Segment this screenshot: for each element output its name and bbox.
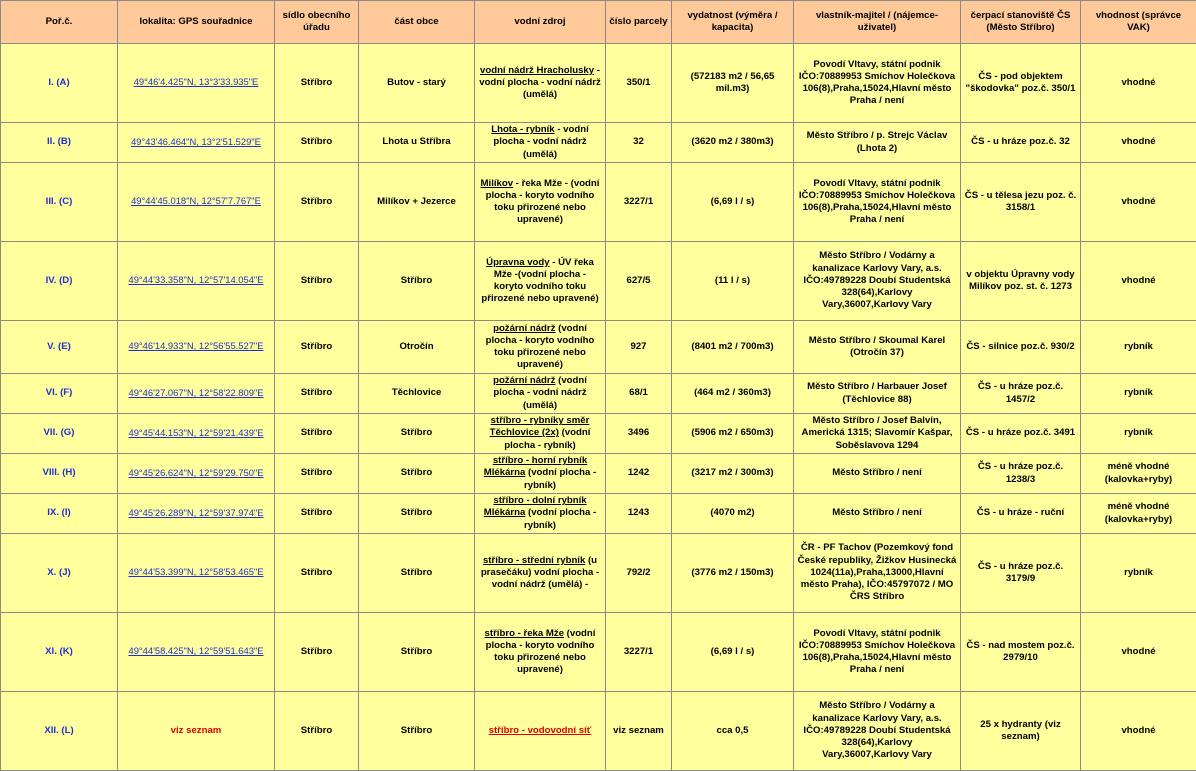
station-cell: ČS - u hráze poz.č. 1238/3 (961, 454, 1081, 494)
source-cell (475, 123, 606, 163)
owner-cell: Město Stříbro / není (794, 454, 961, 494)
source-description: (vodní plocha - rybník) (504, 427, 590, 450)
header-cell-yield: vydatnost (výměra / kapacita) (672, 1, 794, 44)
seat-cell: Stříbro (275, 692, 359, 771)
gps-cell (118, 321, 275, 374)
row-index: IX. (I) (1, 494, 118, 534)
yield-cell: (3776 m2 / 150m3) (672, 534, 794, 613)
seat-cell: Stříbro (275, 534, 359, 613)
source-description: - řeka Mže - (vodní plocha - koryto vodního toku přirozené nebo upravené) (486, 178, 600, 226)
owner-cell: Město Stříbro / p. Strejc Václav (Lhota 2) (794, 123, 961, 163)
suitability-cell: méně vhodné (kalovka+ryby) (1081, 454, 1196, 494)
gps-link[interactable]: 49°46'4.425"N, 13°3'33.935"E (134, 76, 259, 87)
row-index: V. (E) (1, 321, 118, 374)
source-cell (475, 613, 606, 692)
gps-cell (118, 613, 275, 692)
seat-cell: Stříbro (275, 494, 359, 534)
part-cell: Stříbro (359, 692, 475, 771)
yield-cell: (3620 m2 / 380m3) (672, 123, 794, 163)
gps-link[interactable]: 49°44'53.399"N, 12°58'53.465"E (128, 566, 263, 577)
header-cell-seat: sídlo obecního úřadu (275, 1, 359, 44)
table-row (1, 692, 1196, 771)
row-index: VI. (F) (1, 374, 118, 414)
table-row (1, 613, 1196, 692)
part-cell: Těchlovice (359, 374, 475, 414)
source-description: (vodní plocha - koryto vodního toku přirozené nebo upravené) (486, 323, 595, 371)
gps-cell (118, 163, 275, 242)
header-row (1, 1, 1196, 44)
parcel-cell: 350/1 (606, 44, 672, 123)
owner-cell: Povodí Vltavy, státní podnik IČO:70889953 Smíchov Holečkova 106(8),Praha,15024,Hlavní město Praha / není (794, 163, 961, 242)
yield-cell: (11 l / s) (672, 242, 794, 321)
suitability-cell: vhodné (1081, 163, 1196, 242)
yield-cell: (4070 m2) (672, 494, 794, 534)
parcel-cell: 3496 (606, 414, 672, 454)
source-name: požární nádrž (493, 375, 555, 386)
gps-cell (118, 44, 275, 123)
station-cell: ČS - nad mostem poz.č. 2979/10 (961, 613, 1081, 692)
table-row (1, 242, 1196, 321)
source-description: (u prasečáku) vodní plocha - vodní nádrž (umělá) - (481, 555, 599, 590)
source-description: (vodní plocha - rybník) (524, 507, 596, 530)
part-cell: Butov - starý (359, 44, 475, 123)
owner-cell: Město Stříbro / Vodárny a kanalizace Karlovy Vary, a.s. IČO:49789228 Doubí Studentská 328(64),Karlovy Vary,36007,Karlovy Vary (794, 692, 961, 771)
owner-cell: Město Stříbro / Skoumal Karel (Otročín 37) (794, 321, 961, 374)
source-name: stříbro - rybníky směr Těchlovice (2x) (490, 415, 590, 438)
gps-link[interactable]: 49°44'45.018"N, 12°57'7.767"E (131, 195, 261, 206)
suitability-cell: rybník (1081, 414, 1196, 454)
gps-link[interactable]: 49°44'58.425"N, 12°59'51.643"E (128, 645, 263, 656)
row-index: VIII. (H) (1, 454, 118, 494)
station-cell: v objektu Úpravny vody Milíkov poz. st. č. 1273 (961, 242, 1081, 321)
gps-cell (118, 414, 275, 454)
seat-cell: Stříbro (275, 163, 359, 242)
source-description: (vodní plocha - koryto vodního toku přirozené nebo upravené) (486, 628, 596, 676)
table-row (1, 123, 1196, 163)
source-description: - vodní plocha - vodní nádrž (umělá) (493, 124, 588, 159)
source-cell (475, 321, 606, 374)
gps-cell (118, 454, 275, 494)
source-name: požární nádrž (493, 323, 555, 334)
part-cell: Lhota u Stříbra (359, 123, 475, 163)
yield-cell: (572183 m2 / 56,65 mil.m3) (672, 44, 794, 123)
parcel-cell: 32 (606, 123, 672, 163)
gps-cell (118, 123, 275, 163)
station-cell: ČS - u hráze poz.č. 3179/9 (961, 534, 1081, 613)
gps-link[interactable]: 49°44'33.358"N, 12°57'14.054"E (128, 274, 263, 285)
suitability-cell: rybník (1081, 321, 1196, 374)
seat-cell: Stříbro (275, 242, 359, 321)
part-cell: Stříbro (359, 494, 475, 534)
suitability-cell: vhodné (1081, 613, 1196, 692)
yield-cell: (8401 m2 / 700m3) (672, 321, 794, 374)
header-cell-gps: lokalita: GPS souřadnice (118, 1, 275, 44)
part-cell: Stříbro (359, 613, 475, 692)
source-name: stříbro - horní rybník Mlékárna (484, 455, 587, 478)
station-cell: ČS - u hráze poz.č. 32 (961, 123, 1081, 163)
gps-link[interactable]: 49°45'44.153"N, 12°59'21.439"E (128, 427, 263, 438)
parcel-cell: 792/2 (606, 534, 672, 613)
source-cell (475, 692, 606, 771)
owner-cell: Povodí Vltavy, státní podnik IČO:70889953 Smíchov Holečkova 106(8),Praha,15024,Hlavní město Praha / není (794, 613, 961, 692)
source-cell (475, 494, 606, 534)
table-row (1, 414, 1196, 454)
source-name: stříbro - řeka Mže (485, 628, 564, 639)
seat-cell: Stříbro (275, 44, 359, 123)
source-name: Lhota - rybník (491, 124, 554, 135)
seat-cell: Stříbro (275, 374, 359, 414)
part-cell: Stříbro (359, 454, 475, 494)
header-cell-parcel: číslo parcely (606, 1, 672, 44)
gps-cell (118, 374, 275, 414)
gps-cell (118, 494, 275, 534)
table-row (1, 494, 1196, 534)
row-index: XII. (L) (1, 692, 118, 771)
gps-link[interactable]: 49°45'26.624"N, 12°59'29.750"E (128, 467, 263, 478)
source-cell (475, 163, 606, 242)
suitability-cell: méně vhodné (kalovka+ryby) (1081, 494, 1196, 534)
table-body (1, 44, 1196, 771)
seat-cell: Stříbro (275, 613, 359, 692)
source-name[interactable]: stříbro - vodovodní síť (489, 725, 592, 736)
source-cell (475, 242, 606, 321)
owner-cell: Město Stříbro / Josef Balvín, Americká 1315; Slavomír Kašpar, Soběslavova 1294 (794, 414, 961, 454)
row-index: X. (J) (1, 534, 118, 613)
owner-cell: Město Stříbro / Harbauer Josef (Těchlovice 88) (794, 374, 961, 414)
owner-cell: Město Stříbro / Vodárny a kanalizace Karlovy Vary, a.s. IČO:49789228 Doubí Studentská 328(64),Karlovy Vary,36007,Karlovy Vary (794, 242, 961, 321)
yield-cell: (464 m2 / 360m3) (672, 374, 794, 414)
source-cell (475, 534, 606, 613)
gps-link[interactable]: 49°43'46.464"N, 13°2'51.529"E (131, 136, 261, 147)
suitability-cell: vhodné (1081, 692, 1196, 771)
source-cell (475, 414, 606, 454)
header-cell-suitability: vhodnost (správce VAK) (1081, 1, 1196, 44)
gps-link[interactable]: 49°45'26.289"N, 12°59'37.974"E (128, 507, 263, 518)
row-index: I. (A) (1, 44, 118, 123)
suitability-cell: vhodné (1081, 44, 1196, 123)
row-index: II. (B) (1, 123, 118, 163)
station-cell: ČS - u tělesa jezu poz. č. 3158/1 (961, 163, 1081, 242)
owner-cell: Povodí Vltavy, státní podnik IČO:70889953 Smíchov Holečkova 106(8),Praha,15024,Hlavní město Praha / není (794, 44, 961, 123)
station-cell: ČS - u hráze poz.č. 1457/2 (961, 374, 1081, 414)
seat-cell: Stříbro (275, 321, 359, 374)
owner-cell: Město Stříbro / není (794, 494, 961, 534)
station-cell: ČS - pod objektem "škodovka" poz.č. 350/1 (961, 44, 1081, 123)
gps-link[interactable]: 49°46'27.067"N, 12°58'22.809"E (128, 387, 263, 398)
part-cell: Milíkov + Jezerce (359, 163, 475, 242)
row-index: XI. (K) (1, 613, 118, 692)
part-cell: Otročín (359, 321, 475, 374)
source-name: vodní nádrž Hracholusky (480, 65, 594, 76)
source-description: - ÚV řeka Mže -(vodní plocha - koryto vodního toku přirozené nebo upravené) (481, 257, 598, 305)
source-name: Milíkov (481, 178, 514, 189)
suitability-cell: rybník (1081, 374, 1196, 414)
gps-cell: viz seznam (118, 692, 275, 771)
table-row (1, 454, 1196, 494)
suitability-cell: vhodné (1081, 123, 1196, 163)
row-index: IV. (D) (1, 242, 118, 321)
row-index: VII. (G) (1, 414, 118, 454)
source-description: (vodní plocha - rybník) (524, 467, 596, 490)
parcel-cell: 627/5 (606, 242, 672, 321)
parcel-cell: 68/1 (606, 374, 672, 414)
parcel-cell: 1243 (606, 494, 672, 534)
source-name: stříbro - střední rybník (483, 555, 585, 566)
header-cell-station: čerpací stanoviště ČS (Město Stříbro) (961, 1, 1081, 44)
station-cell: ČS - silnice poz.č. 930/2 (961, 321, 1081, 374)
part-cell: Stříbro (359, 242, 475, 321)
yield-cell: cca 0,5 (672, 692, 794, 771)
source-name: stříbro - dolní rybník Mlékárna (484, 495, 587, 518)
station-cell: 25 x hydranty (viz seznam) (961, 692, 1081, 771)
parcel-cell: 3227/1 (606, 163, 672, 242)
header-cell-owner: vlastník-majitel / (nájemce-uživatel) (794, 1, 961, 44)
parcel-cell: viz seznam (606, 692, 672, 771)
suitability-cell: vhodné (1081, 242, 1196, 321)
header-cell-index: Poř.č. (1, 1, 118, 44)
table-row (1, 321, 1196, 374)
yield-cell: (6,69 l / s) (672, 613, 794, 692)
table-row (1, 163, 1196, 242)
suitability-cell: rybník (1081, 534, 1196, 613)
table-row (1, 534, 1196, 613)
source-cell (475, 374, 606, 414)
table-row (1, 44, 1196, 123)
seat-cell: Stříbro (275, 123, 359, 163)
seat-cell: Stříbro (275, 454, 359, 494)
yield-cell: (5906 m2 / 650m3) (672, 414, 794, 454)
source-name: Úpravna vody (486, 257, 549, 268)
source-description: (vodní plocha - vodní nádrž (umělá) (493, 375, 587, 410)
parcel-cell: 3227/1 (606, 613, 672, 692)
header-cell-source: vodní zdroj (475, 1, 606, 44)
source-cell (475, 454, 606, 494)
source-cell (475, 44, 606, 123)
parcel-cell: 927 (606, 321, 672, 374)
source-description: - vodní plocha - vodní nádrž (umělá) (479, 65, 601, 100)
station-cell: ČS - u hráze - ruční (961, 494, 1081, 534)
owner-cell: ČR - PF Tachov (Pozemkový fond České republiky, Žižkov Husinecká 1024(11a),Praha,13000,Hlavní město Praha), IČO:45797072 / MO ČRS Stříbro (794, 534, 961, 613)
yield-cell: (6,69 l / s) (672, 163, 794, 242)
header-cell-part: část obce (359, 1, 475, 44)
table-row (1, 374, 1196, 414)
part-cell: Stříbro (359, 534, 475, 613)
seat-cell: Stříbro (275, 414, 359, 454)
gps-cell (118, 242, 275, 321)
gps-cell (118, 534, 275, 613)
station-cell: ČS - u hráze poz.č. 3491 (961, 414, 1081, 454)
part-cell: Stříbro (359, 414, 475, 454)
row-index: III. (C) (1, 163, 118, 242)
gps-link[interactable]: 49°46'14.933"N, 12°56'55.527"E (128, 340, 263, 351)
yield-cell: (3217 m2 / 300m3) (672, 454, 794, 494)
parcel-cell: 1242 (606, 454, 672, 494)
